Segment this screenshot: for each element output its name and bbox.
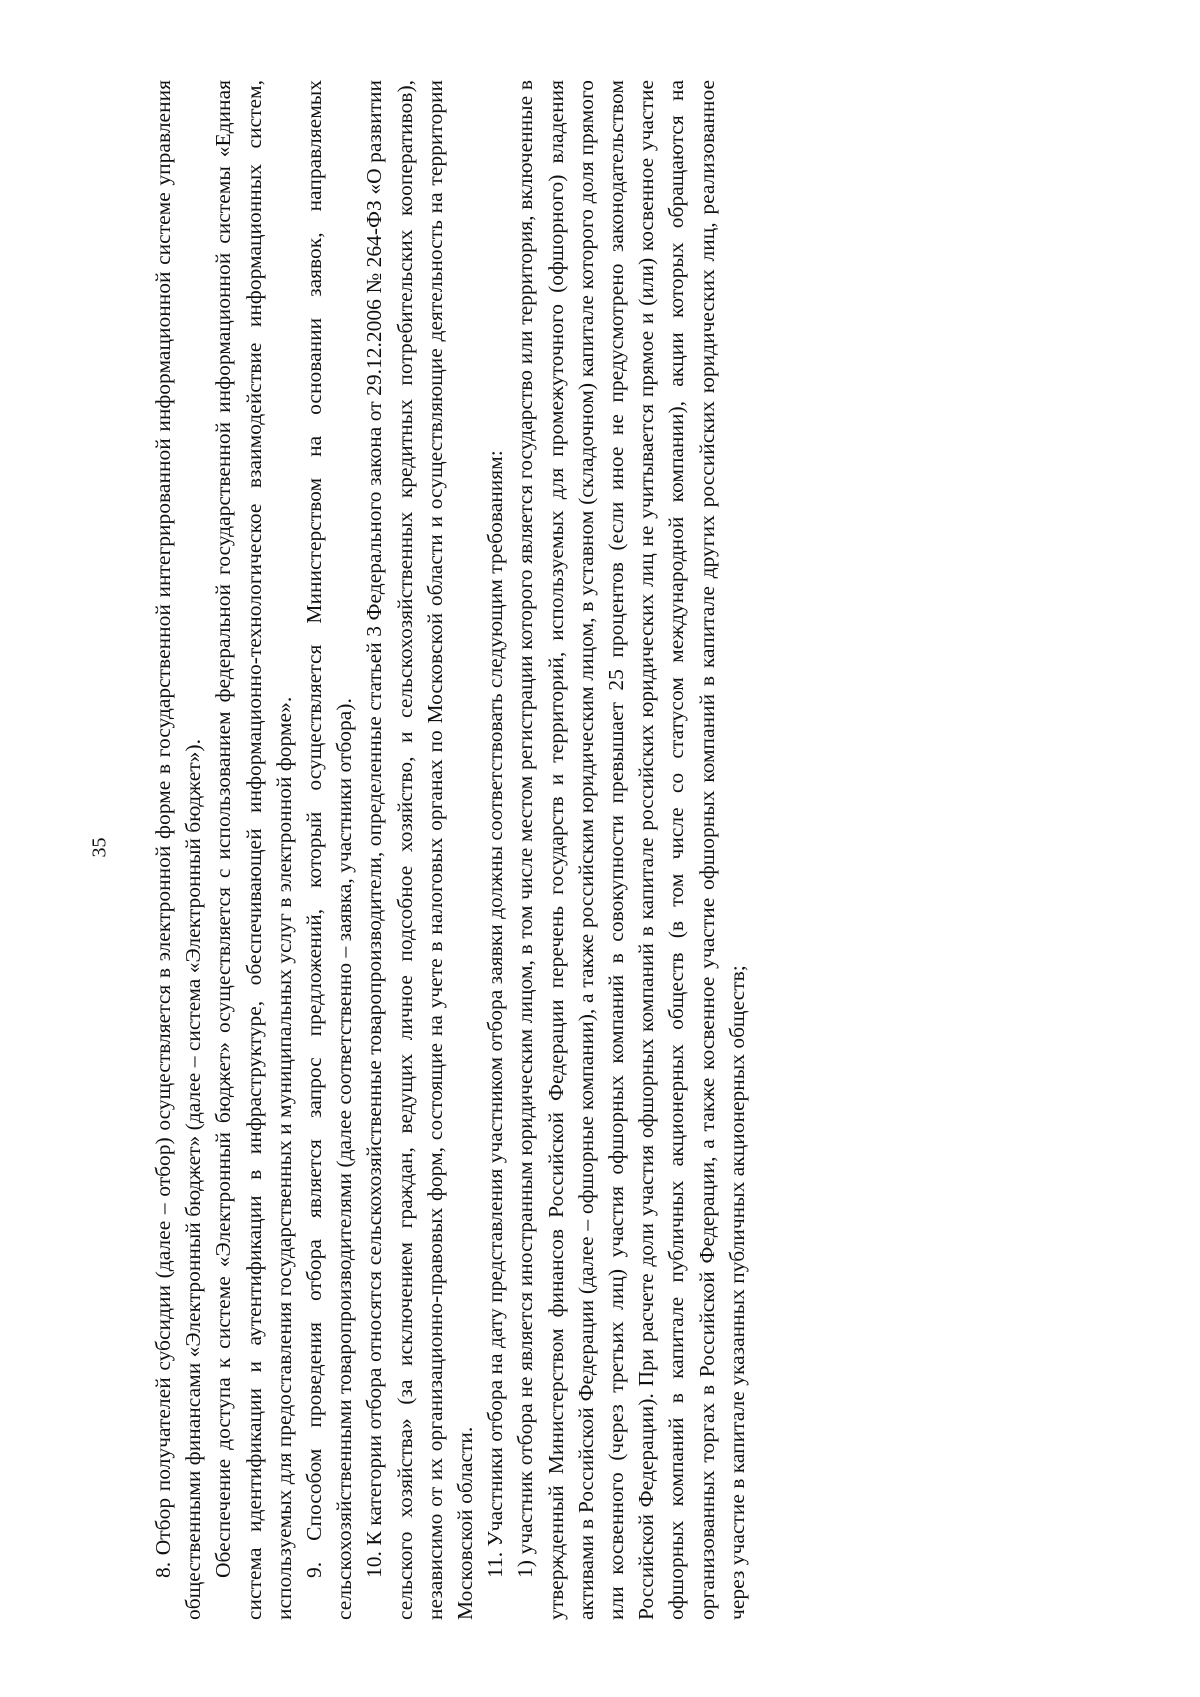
paragraph-electronic-budget-access: Обеспечение доступа к системе «Электронный бюджет» осуществляется с использованием федеральной государственной информационной системы «Единая система идентификации и аутентификации в инфраструктуре, обеспечивающей информационно-технологическое взаимодействие информационных систем, используемых для предоставления государственных и муниципальных услуг в электронной форме».	[211, 80, 296, 1620]
paragraph-11: 11. Участники отбора на дату представления участником отбора заявки должны соответствовать следующим требованиям:	[483, 450, 508, 1578]
document-body	[148, 80, 1012, 1620]
paragraph-9: 9. Способом проведения отбора является запрос предложений, который осуществляется Министерством на основании заявок, направляемых сельскохозяйственными товаропроизводителями (далее соответственно – заявка, участники отбора).	[302, 80, 357, 1620]
paragraph-10: 10. К категории отбора относятся сельскохозяйственные товаропроизводители, определенные статьей 3 Федерального закона от 29.12.2006 № 264-ФЗ «О развитии сельского хозяйства» (за исключением граждан, ведущих личное подсобное хозяйство, и сельскохозяйственных кредитных потребительских кооперативов), независимо от их организационно-правовых форм, состоящие на учете в налоговых органах по Московской области и осуществляющие деятельность на территории Московской области.	[362, 80, 478, 1620]
page-number: 35	[88, 837, 111, 858]
paragraph-11-item-1: 1) участник отбора не является иностранным юридическим лицом, в том числе местом регистрации которого является государство или территория, включенные в утвержденный Министерством финансов Российской Федерации перечень государств и территорий, используемых для промежуточного (офшорного) владения активами в Российской Федерации (далее – офшорные компании), а также российским юридическим лицом, в уставном (складочном) капитале которого доля прямого или косвенного (через третьих лиц) участия офшорных компаний в совокупности превышает 25 процентов (если иное не предусмотрено законодательством Российской Федерации). При расчете доли участия офшорных компаний в капитале российских юридических лиц не учитывается прямое и (или) косвенное участие офшорных компаний в капитале публичных акционерных обществ (в том числе со статусом международной компании), акции которых обращаются на организованных торгах в Российской Федерации, а также косвенное участие офшорных компаний в капитале других российских юридических лиц, реализованное через участие в капитале указанных публичных акционерных обществ;	[513, 80, 749, 1620]
paragraph-8: 8. Отбор получателей субсидии (далее – отбор) осуществляется в электронной форме в государственной интегрированной информационной системе управления общественными финансами «Электронный бюджет» (далее – система «Электронный бюджет»).	[151, 80, 206, 1620]
